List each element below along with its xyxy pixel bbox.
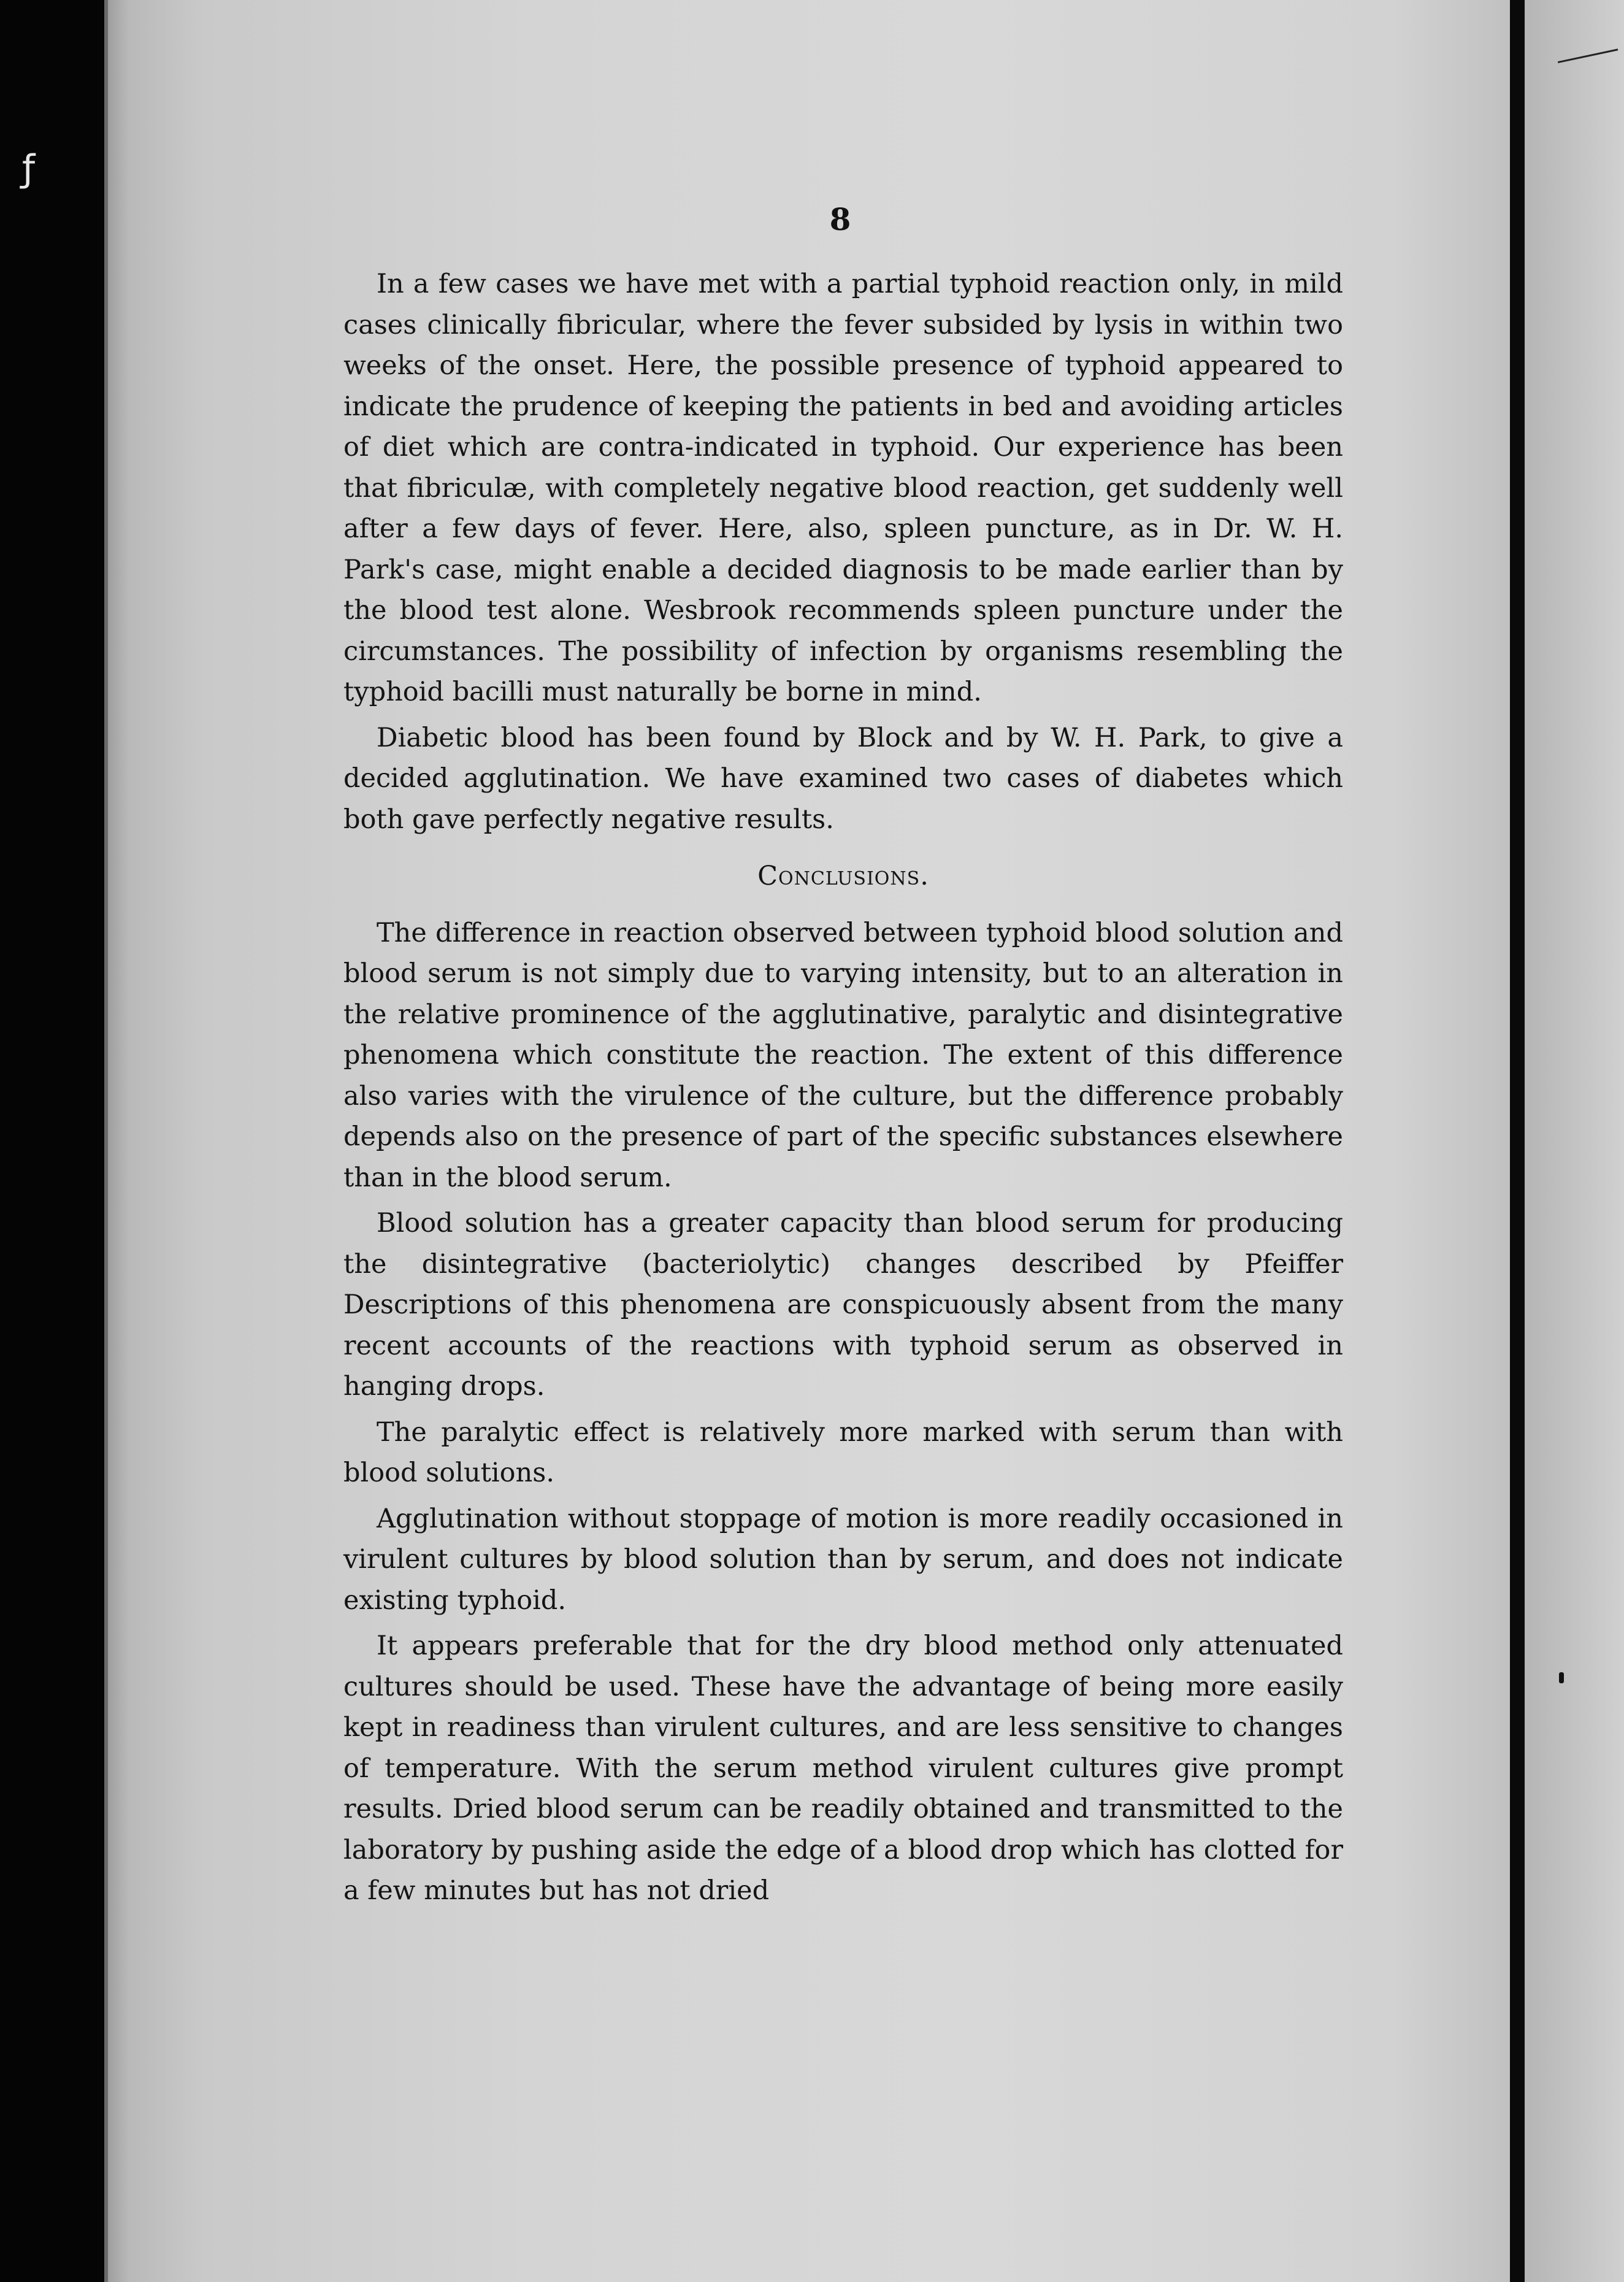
paragraph: Blood solution has a greater capacity than blood serum for producing the disintegrative (bacteriolytic) changes described by Pfeiffer Descriptions of this phenomena are conspicuously absent from the many recent accounts of the reactions with typhoid serum as observed in hanging drops. — [343, 1208, 1343, 1402]
paragraph: The paralytic effect is relatively more marked with serum than with blood solutions. — [343, 1416, 1343, 1488]
section-heading: Conclusions. — [757, 861, 929, 891]
left-dark-margin — [0, 0, 104, 2282]
adjacent-page-edge — [1525, 0, 1624, 2282]
margin-mark: ƒ — [22, 147, 36, 190]
paragraph: In a few cases we have met with a partial typhoid reaction only, in mild cases clinically fibricular, where the fever subsided by lysis in within two weeks of the onset. Here, the possible presence of typhoid appeared to indicate the prudence of keeping the patients in bed and avoiding articles of diet which are contra-indicated in typhoid. Our experience has been that fibriculæ, with completely negative blood reaction, get suddenly well after a few days of fever. Here, also, spleen puncture, as in Dr. W. H. Park's case, might enable a decided diagnosis to be made earlier than by the blood test alone. Wesbrook recommends spleen puncture under the circumstances. The possibility of infection by organisms resembling the typhoid bacilli must naturally be borne in mind. — [343, 269, 1343, 707]
adjacent-page-dot — [1559, 1672, 1564, 1683]
paragraph: Diabetic blood has been found by Block and by W. H. Park, to give a decided agglutination. We have examined two cases of diabetes which both gave perfectly negative results. — [343, 722, 1343, 835]
page-number: 8 — [829, 201, 851, 237]
paragraph: Agglutination without stoppage of motion is more readily occasioned in virulent cultures by blood solution than by serum, and does not indicate existing typhoid. — [343, 1503, 1343, 1616]
paragraph: The difference in reaction observed between typhoid blood solution and blood serum is not simply due to varying intensity, but to an alteration in the relative prominence of the agglutinative, paralytic and disintegrative phenomena which constitute the reaction. The extent of this difference also varies with the virulence of the culture, but the difference probably depends also on the presence of part of the specific substances elsewhere than in the blood serum. — [343, 917, 1343, 1193]
body-text — [343, 264, 1343, 1916]
page-gutter — [1510, 0, 1525, 2282]
paragraph: It appears preferable that for the dry blood method only attenuated cultures should be used. These have the advantage of being more easily kept in readiness than virulent cultures, and are less sensitive to changes of temperature. With the serum method virulent cultures give prompt results. Dried blood serum can be readily obtained and transmitted to the laboratory by pushing aside the edge of a blood drop which has clotted for a few minutes but has not dried — [343, 1631, 1343, 1906]
